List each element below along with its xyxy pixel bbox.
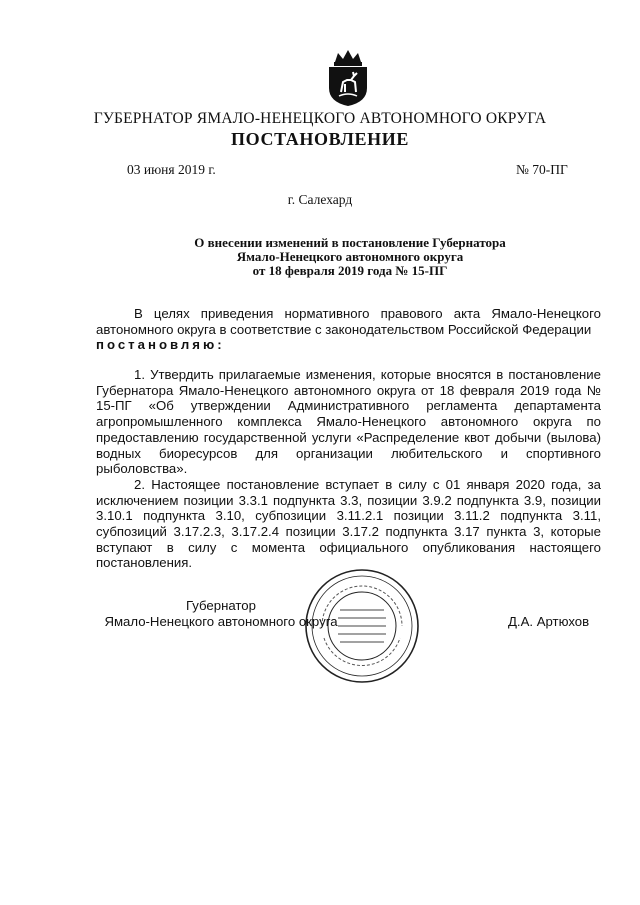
subject-line-3: от 18 февраля 2019 года № 15-ПГ bbox=[252, 263, 448, 278]
decree-word: постановляю: bbox=[96, 337, 225, 353]
document-type: ПОСТАНОВЛЕНИЕ bbox=[231, 129, 409, 149]
signatory-name: Д.А. Артюхов bbox=[508, 614, 590, 629]
decree-item-2: 2. Настоящее постановление вступает в силу с 01 января 2020 года, за исключением позиции 3.3.1 подпункта 3.3, позиции 3.9.2 подпункта 3.9, позиции 3.10.1 подпункта 3.10, субпозиции 3.11.2.1 позиции 3.11.2 подпункта 3.11, субпозиций 3.17.2.3, 3.17.2.4 позиции 3.17.2 подпункта 3.17 пункта 3, которые вступают в силу с момента официального опубликования настоящего постановления. bbox=[96, 476, 601, 571]
document-date: 03 июня 2019 г. bbox=[127, 162, 216, 177]
preamble-block bbox=[96, 306, 601, 353]
issuer-title: ГУБЕРНАТОР ЯМАЛО-НЕНЕЦКОГО АВТОНОМНОГО ОКРУГА bbox=[93, 110, 547, 127]
decree-items bbox=[96, 367, 601, 571]
coat-of-arms-icon bbox=[323, 48, 373, 108]
preamble-text: В целях приведения нормативного правового акта Ямало-Ненецкого автономного округа в соответствие с законодательством Российской Федерации bbox=[96, 306, 601, 337]
subject-line-2: Ямало-Ненецкого автономного округа bbox=[236, 249, 464, 264]
document-subject bbox=[100, 236, 600, 278]
signatory-title bbox=[96, 598, 346, 629]
decree-item-1: 1. Утвердить прилагаемые изменения, которые вносятся в постановление Губернатора Ямало-Ненецкого автономного округа от 18 февраля 2019 года № 15-ПГ «Об утверждении Административного регламента департамента агропромышленного комплекса Ямало-Ненецкого автономного округа по предоставлению государственной услуги «Распределение квот добычи (вылова) водных биоресурсов для организации любительского и спортивного рыболовства». bbox=[96, 367, 601, 477]
signatory-title-line-2: Ямало-Ненецкого автономного округа bbox=[104, 613, 338, 629]
document-city: г. Салехард bbox=[287, 192, 353, 207]
document-number: № 70-ПГ bbox=[516, 162, 568, 177]
signatory-title-line-1: Губернатор bbox=[186, 598, 256, 613]
subject-line-1: О внесении изменений в постановление Губернатора bbox=[194, 235, 506, 250]
